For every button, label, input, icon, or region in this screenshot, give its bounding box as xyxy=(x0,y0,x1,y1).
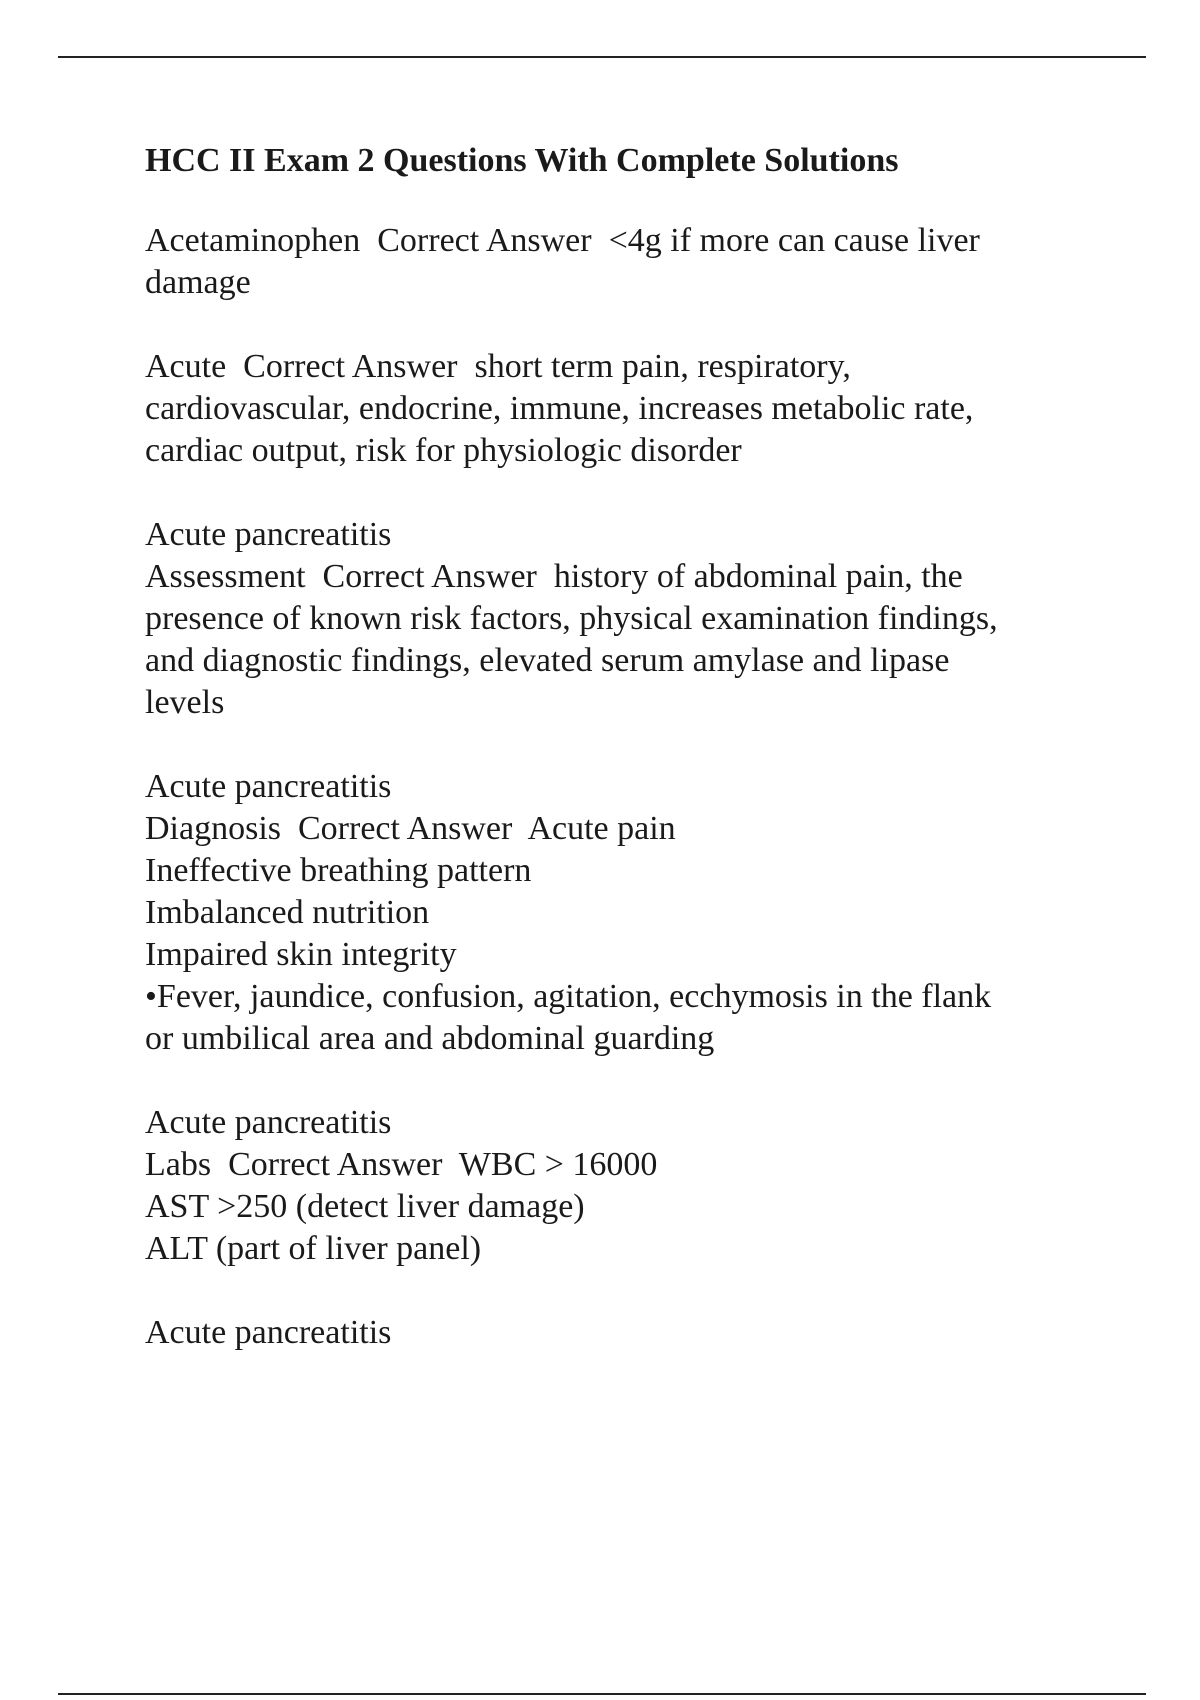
top-divider xyxy=(58,56,1146,58)
entry-line: cardiovascular, endocrine, immune, increases metabolic rate, xyxy=(145,390,974,428)
entry-line: Labs Correct Answer WBC > 16000 xyxy=(145,1146,658,1184)
entry-line: ALT (part of liver panel) xyxy=(145,1230,482,1268)
entry-line: Impaired skin integrity xyxy=(145,936,457,974)
entry-line: and diagnostic findings, elevated serum amylase and lipase xyxy=(145,642,950,680)
entry-line: presence of known risk factors, physical examination findings, xyxy=(145,600,998,638)
entry-line: Assessment Correct Answer history of abdominal pain, the xyxy=(145,558,963,596)
entry-line: Ineffective breathing pattern xyxy=(145,852,532,890)
qa-entry-pancreatitis-assessment xyxy=(145,514,1075,724)
entry-line: cardiac output, risk for physiologic disorder xyxy=(145,432,742,470)
entry-line: Imbalanced nutrition xyxy=(145,894,430,932)
entry-line: Acute pancreatitis xyxy=(145,768,392,806)
entry-line: levels xyxy=(145,684,225,722)
entry-line: Acute Correct Answer short term pain, respiratory, xyxy=(145,348,851,386)
entry-line: Diagnosis Correct Answer Acute pain xyxy=(145,810,676,848)
entry-line: •Fever, jaundice, confusion, agitation, ecchymosis in the flank xyxy=(145,978,992,1016)
qa-entry-pancreatitis xyxy=(145,1312,1075,1354)
entry-line: Acute pancreatitis xyxy=(145,1314,392,1352)
entry-line: Acute pancreatitis xyxy=(145,1104,392,1142)
entry-line: damage xyxy=(145,264,251,302)
document-body xyxy=(145,140,1075,1396)
entry-line: AST >250 (detect liver damage) xyxy=(145,1188,585,1226)
qa-entry-pancreatitis-diagnosis xyxy=(145,766,1075,1060)
entry-line: Acute pancreatitis xyxy=(145,516,392,554)
qa-entry-acute xyxy=(145,346,1075,472)
entry-line: Acetaminophen Correct Answer <4g if more can cause liver xyxy=(145,222,980,260)
document-title: HCC II Exam 2 Questions With Complete Solutions xyxy=(145,142,899,179)
entry-line: or umbilical area and abdominal guarding xyxy=(145,1020,715,1058)
qa-entry-acetaminophen xyxy=(145,220,1075,304)
bottom-divider xyxy=(58,1693,1146,1695)
qa-entry-pancreatitis-labs xyxy=(145,1102,1075,1270)
